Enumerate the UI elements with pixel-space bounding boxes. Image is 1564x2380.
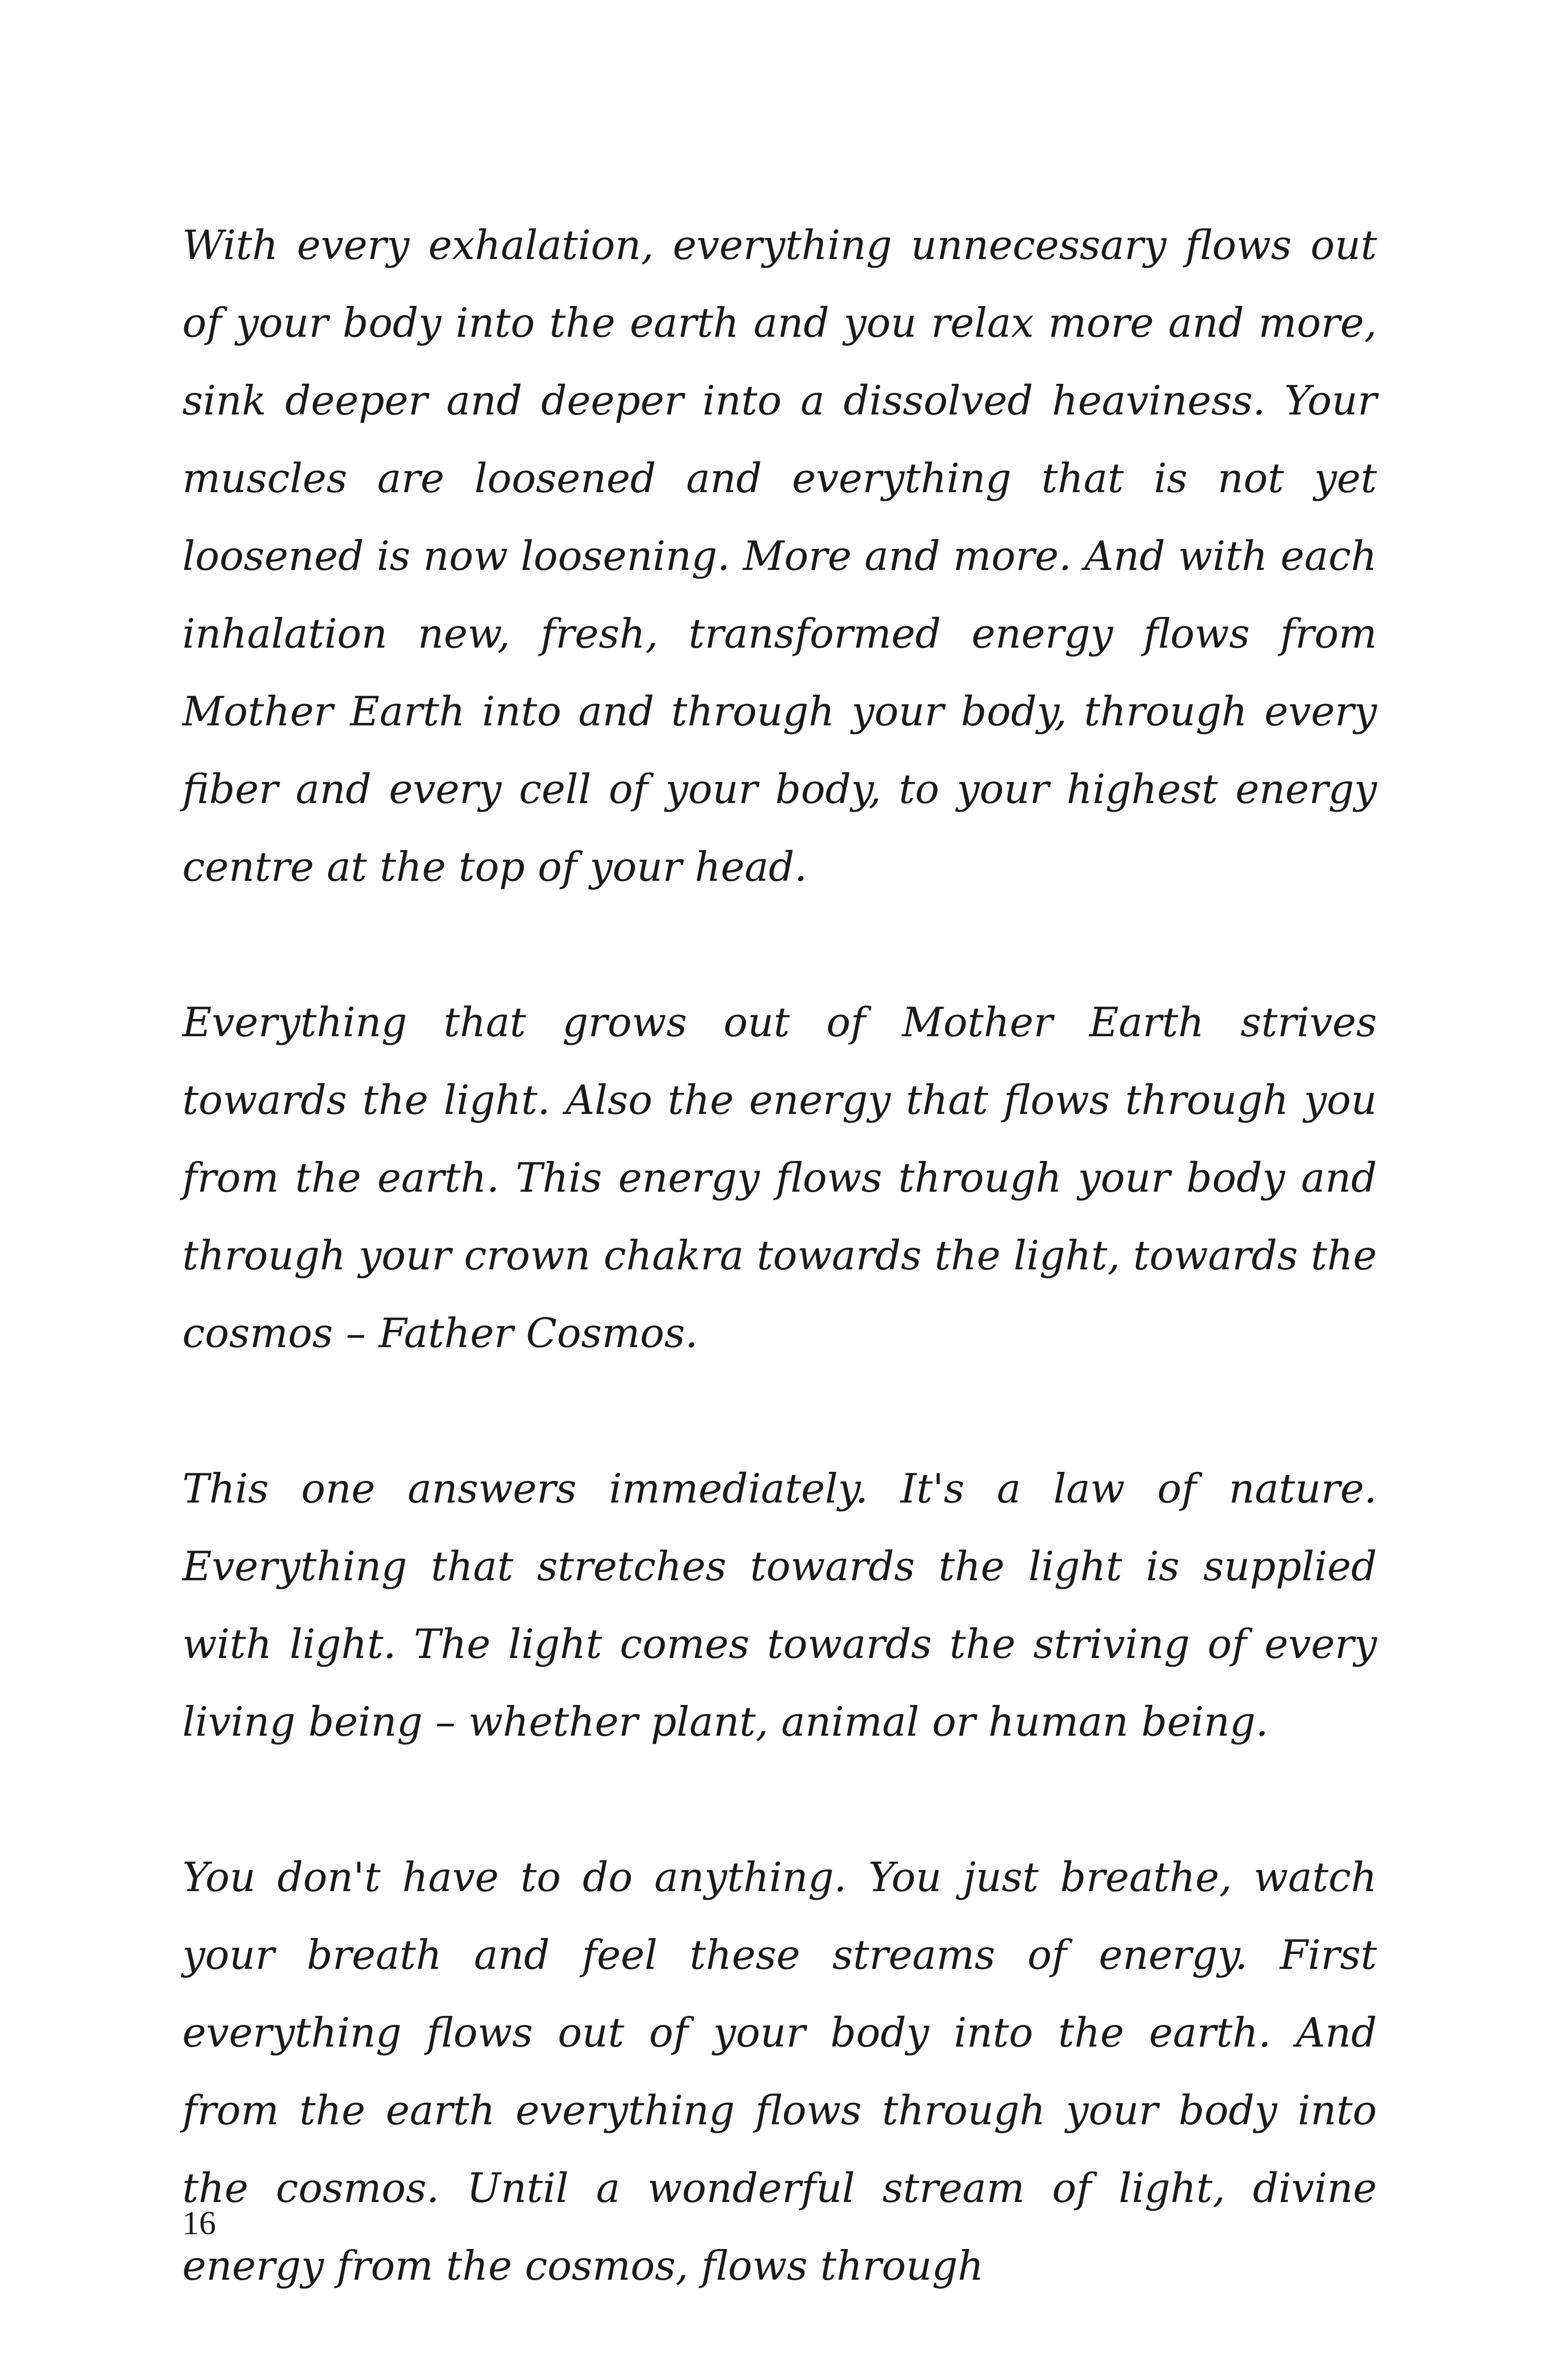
paragraph-2: Everything that grows out of Mother Earth strives towards the light. Also the energy that flows through you from the earth. This energy flows through your body and through your crown chakra towards the light, towards the cosmos – Father Cosmos. [182, 999, 1377, 1357]
body-text [182, 206, 1377, 2305]
paragraph-4: You don't have to do anything. You just breathe, watch your breath and feel these streams of energy. First everything flows out of your body into the earth. And from the earth everything flows through your body into the cosmos. Until a wonderful stream of light, divine energy from the cosmos, flows through [182, 1854, 1377, 2289]
paragraph-3: This one answers immediately. It's a law of nature. Everything that stretches towards the light is supplied with light. The light comes towards the striving of every living being – whether plant, animal or human being. [182, 1465, 1377, 1745]
page-number: 16 [182, 2205, 216, 2242]
paragraph-1: With every exhalation, everything unnecessary flows out of your body into the earth and you relax more and more, sink deeper and deeper into a dissolved heaviness. Your muscles are loosened and everything that is not yet loosened is now loosening. More and more. And with each inhalation new, fresh, transformed energy flows from Mother Earth into and through your body, through every fiber and every cell of your body, to your highest energy centre at the top of your head. [182, 222, 1377, 890]
